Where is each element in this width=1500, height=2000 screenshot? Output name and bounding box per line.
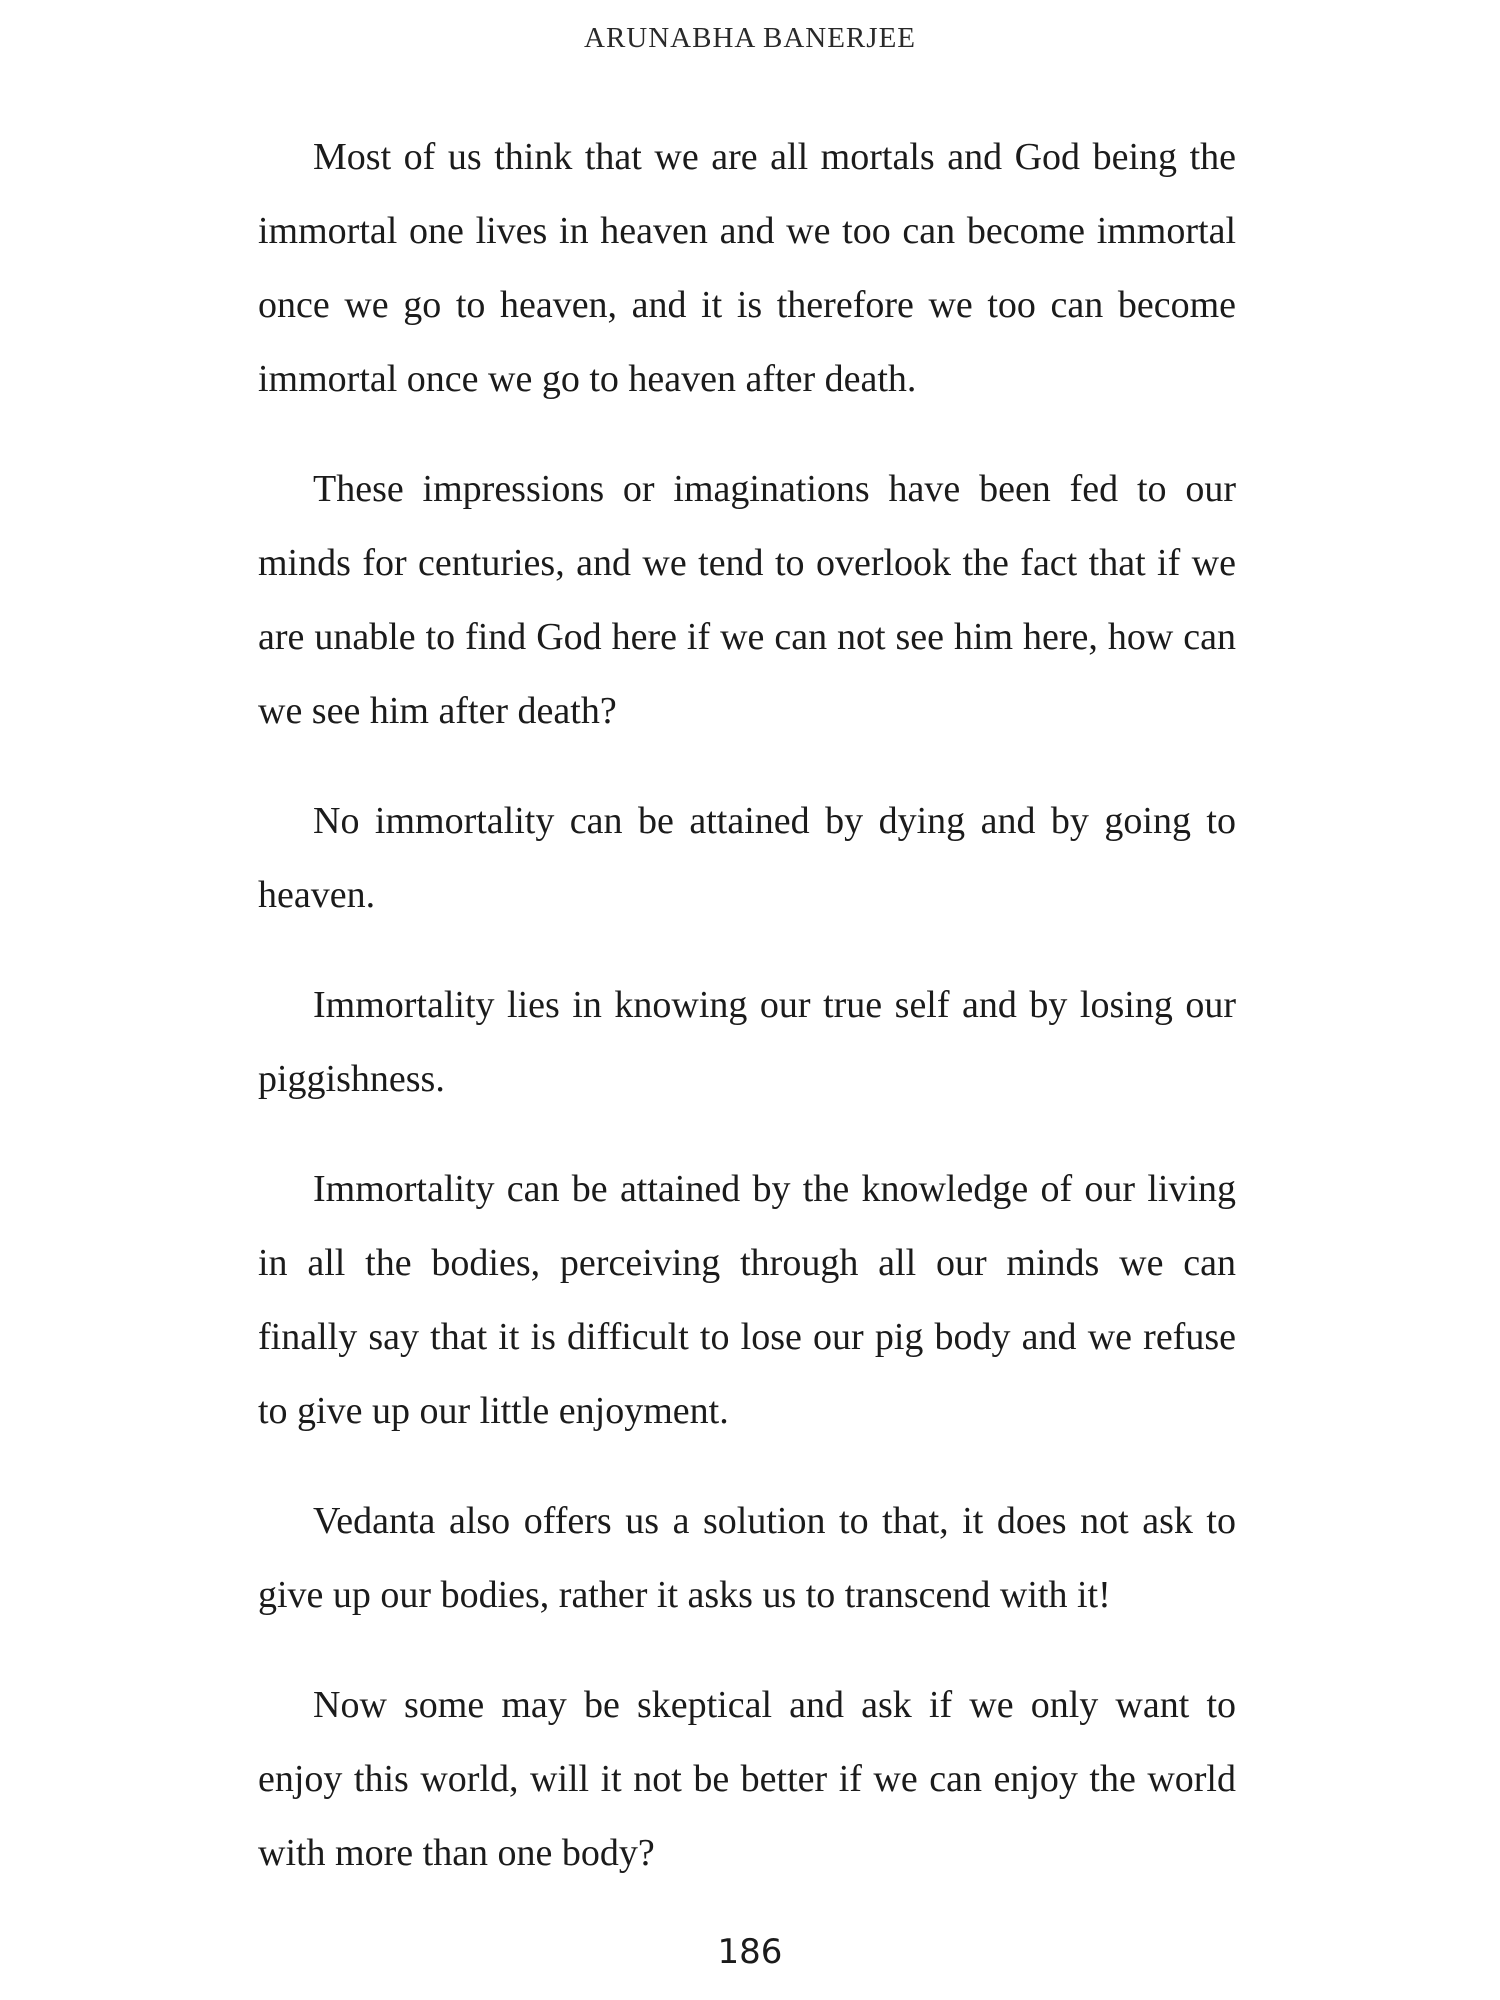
paragraph-6: Vedanta also offers us a solution to that, it does not ask to give up our bodies, rather it asks us to transcend with it! xyxy=(258,1500,1236,1616)
paragraph-5: Immortality can be attained by the knowledge of our living in all the bodies, perceiving through all our minds we can finally say that it is difficult to lose our pig body and we refuse to give up our little enjoyment. xyxy=(258,1168,1236,1432)
paragraph-3: No immortality can be attained by dying and by going to heaven. xyxy=(258,800,1236,916)
body-text xyxy=(258,120,1236,1926)
paragraph-7: Now some may be skeptical and ask if we only want to enjoy this world, will it not be better if we can enjoy the world with more than one body? xyxy=(258,1684,1236,1874)
paragraph-1: Most of us think that we are all mortals and God being the immortal one lives in heaven and we too can become immortal once we go to heaven, and it is therefore we too can become immortal once we go to heaven after death. xyxy=(258,136,1236,400)
page-number: 186 xyxy=(717,1932,783,1972)
paragraph-4: Immortality lies in knowing our true self and by losing our piggishness. xyxy=(258,984,1236,1100)
running-header: ARUNABHA BANERJEE xyxy=(584,22,916,54)
paragraph-2: These impressions or imaginations have been fed to our minds for centuries, and we tend to overlook the fact that if we are unable to find God here if we can not see him here, how can we see him after death? xyxy=(258,468,1236,732)
